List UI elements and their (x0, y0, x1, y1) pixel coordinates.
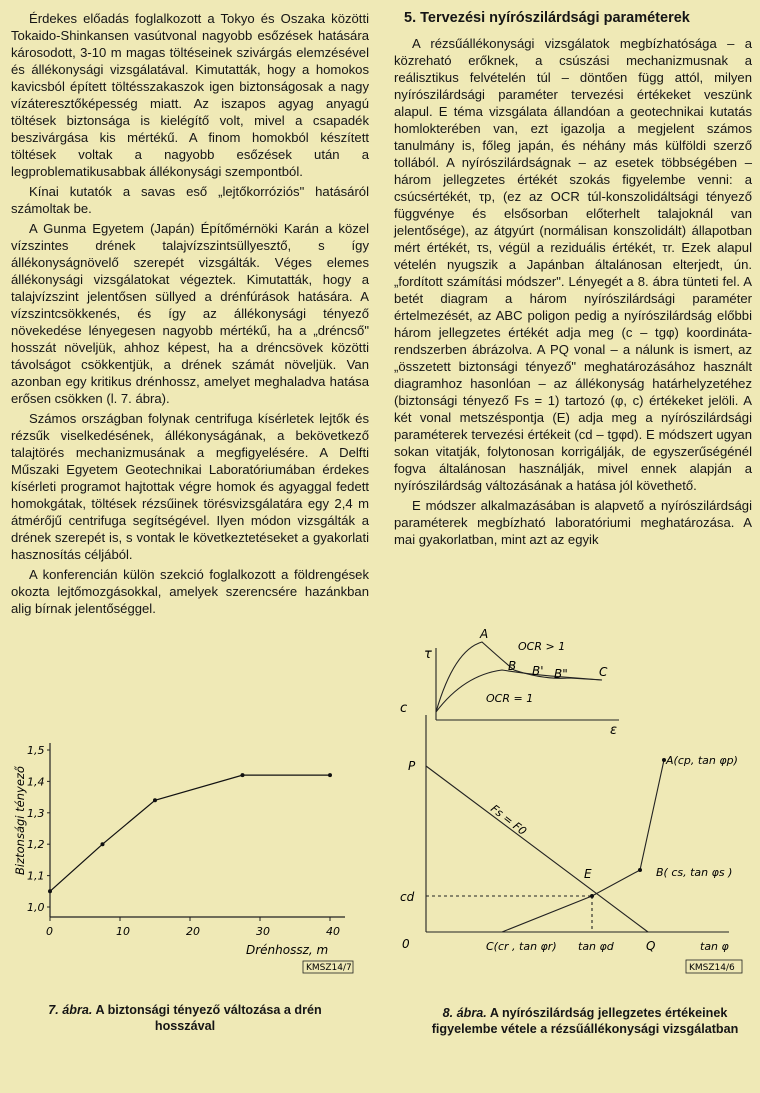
data-point (328, 773, 332, 777)
abc-polygon (502, 760, 664, 932)
origin-label: 0 (402, 937, 410, 951)
point-a-coord-label: A(cp, tan φp) (666, 754, 738, 767)
y-tick-label: 1,1 (27, 869, 45, 883)
tanphi-axis-label: tan φ (700, 940, 729, 953)
point-q-label: Q (646, 939, 656, 953)
eps-label: ε (610, 723, 618, 738)
c-axis-label: c (400, 701, 408, 716)
paragraph: E módszer alkalmazásában is alapvető a nyírószilárdsági paraméterek megbízható laboratóriumi meghatározása. A mai gyakorlatban, mint azt az egyik (394, 498, 752, 547)
section-heading: 5. Tervezési nyírószilárdsági paraméterek (404, 10, 690, 26)
caption-text: A biztonsági tényező változása a drén hosszával (95, 1003, 322, 1033)
point-e (590, 894, 594, 898)
x-tick-label: 30 (256, 925, 270, 938)
x-tick-label: 40 (326, 925, 340, 938)
data-point (101, 842, 105, 846)
figure-7-chart (10, 735, 370, 975)
fs-line-label: Fs = F0 (488, 802, 529, 838)
y-tick-label: 1,5 (27, 744, 45, 757)
series-line (50, 775, 330, 891)
paragraph: A rézsűállékonysági vizsgálatok megbízhatósága – a közreható erőknek, a csúszási mechanizmusnak a reálisztikus felvételén túl – döntően függ attól, milyen nyírószilárdsági paraméter tervezési értékeket veszünk alapul. E téma vizsgálata állandóan a geotechnikai kutatás homlokterében van, ezt igazolja a megjelent számos tanulmány is, főleg japán, és néhány más külföldi szerző tollából. A nyírószilárdságnak – az esetek többségében – három jellegzetes értékét szokás figyelembe venni: a csúcsértékét, τp, (ez az OCR túl-konszolidáltsági tényező függvénye és elsősorban előterhelt talajoknál van jelentősége), az átgyúrt (normálisan konszolidált) állapotban mért értékét, τs, végül a reziduális értékét, τr. Ezek alapul vételén nyugszik a Japánban általánosan elterjedt, ún. „fordított számítási módszer". Lényegét a 8. ábra tünteti fel. A betét diagram a három nyírószilárdsági paraméter értelmezését, az ABC poligon pedig a nyírószilárdság előbbi három jellegzetes értékét adja meg (c – tgφ) koordináta-rendszerben ábrázolva. A PQ vonal – a nálunk is ismert, az „összetett biztonsági tényező" meghatározásához használt diagramhoz hasonlóan – az állékonyság határhelyzetéhez (biztonsági tényező Fs = 1) tartozó (φ, c) értékeket jelöli. A két vonal metszéspontja (E) adja meg a nyírószilárdsági paraméterek tervezési értékeit (cd – tgφd). E módszert ugyan sokan vitatják, folytonosan korrigálják, de egyszerűségénél fogva általánosan használják, mivel ennek alapján a nyírószilárdság változásának a hatása jól követhető. (394, 36, 752, 493)
x-tick-label: 10 (116, 925, 130, 938)
data-point (153, 798, 157, 802)
data-point (48, 889, 52, 893)
figure-8-diagram (394, 620, 760, 980)
left-column (11, 10, 369, 620)
paragraph: Érdekes előadás foglalkozott a Tokyo és Oszaka közötti Tokaido-Shinkansen vasútvonal nagyobb esőzések hatására károsodott, 3-10 m magas töltéseinek szivárgás elemzésével és állékonysági vizsgálatával. Kimutatták, hogy a homokos kavicsból épített töltésszakaszok igen biztonságosak a nagy vízáteresztőképesség miatt. Az iszapos agyag anyagú töltések biztonsága is kielégítő volt, mivel a csapadék beszivárgása kis mértékű. A finom homokból készített töltések voltak a nagyobb esőzések után a legproblematikusabbak állékonysági szempontból. (11, 11, 369, 179)
tanphid-label: tan φd (578, 940, 614, 953)
paragraph: A Gunma Egyetem (Japán) Építőmérnöki Karán a közel vízszintes drének talajvízszintsüllyesztő, s így állékonyságnövelő szerepét vizsgálták. Véges elemes állékonysági vizsgálatokat végeztek. Kimutatták, hogy a talajvízszint jelentősen süllyed a drénfúrások hatására. A vízszintcsökkenés, és így az állékonysági tényező növekedése lényegesen nagyobb mértékű, ha a „dréncső" hosszát növeljük, ahhoz képest, ha a dréncsövek közötti távolságot csökkentjük, a drének számát növeljük. Van azonban egy kritikus drénhossz, amelyet meghaladva hatása erősen csökken (l. 7. ábra). (11, 221, 369, 406)
point-a-label: A (480, 627, 489, 641)
y-tick-label: 1,3 (27, 806, 45, 820)
y-tick-label: 1,4 (27, 775, 45, 789)
x-axis-label: Drénhossz, m (246, 943, 329, 957)
right-column (394, 10, 752, 551)
ocr-eq-1-curve (436, 670, 602, 712)
point-b-coord-label: B( cs, tan φs ) (656, 866, 733, 879)
caption-number: 7. ábra. (48, 1003, 93, 1017)
caption-number: 8. ábra. (442, 1006, 487, 1020)
point-b-label: B (508, 659, 517, 673)
ocr-eq-1-label: OCR = 1 (486, 692, 534, 705)
x-tick-label: 20 (186, 925, 200, 938)
data-point (241, 773, 245, 777)
point-b2-label: B" (554, 667, 568, 681)
paragraph: A konferencián külön szekció foglalkozott a földrengések okozta lejtőmozgásokkal, amelyek szerencsére hazánkban alig bírnak jelentőséggel. (11, 567, 369, 616)
paragraph: Számos országban folynak centrifuga kísérletek lejtők és rézsűk viselkedésének, állékonyságának, a bekövetkező talajtörés mechanizmusának a megfigyelésére. A Delfti Műszaki Egyetem Geotechnikai Laboratóriumában érdekes kísérleti programot hajtottak végre homok és agyaggal fedett homokgátak, töltések rézsűinek törésvizsgálatára egy 2,4 m átmérőjű centrifuga segítségével. Ilyen módon vizsgálták a drének szerepét is, s vontak le következtetéseket a gyakorlati hasznosítás céljából. (11, 411, 369, 562)
ocr-gt-1-label: OCR > 1 (518, 640, 566, 653)
y-axis-label: Biztonsági tényező (13, 766, 27, 875)
y-tick-label: 1,2 (27, 838, 45, 852)
point-b1-label: B' (532, 664, 544, 678)
tau-label: τ (424, 647, 432, 662)
figure-7-caption (40, 1002, 330, 1034)
caption-text: A nyírószilárdság jellegzetes értékeinek figyelembe vétele a rézsűállékonysági vizsgálatban (431, 1006, 739, 1036)
cd-label: cd (400, 890, 415, 904)
pq-line (426, 766, 648, 932)
figure-code: KMSZ14/7 (306, 963, 352, 973)
point-c-coord-label: C(cr , tan φr) (486, 940, 557, 953)
point-b (638, 868, 642, 872)
point-c-label: C (599, 665, 608, 679)
figure-8-caption (420, 1005, 750, 1037)
x-tick-label: 0 (46, 925, 53, 938)
y-tick-label: 1,0 (27, 901, 45, 914)
paragraph: Kínai kutatók a savas eső „lejtőkorróziós" hatásáról számoltak be. (11, 184, 369, 216)
figure-code: KMSZ14/6 (689, 963, 735, 973)
point-e-label: E (584, 867, 592, 881)
point-p-label: P (408, 759, 416, 773)
